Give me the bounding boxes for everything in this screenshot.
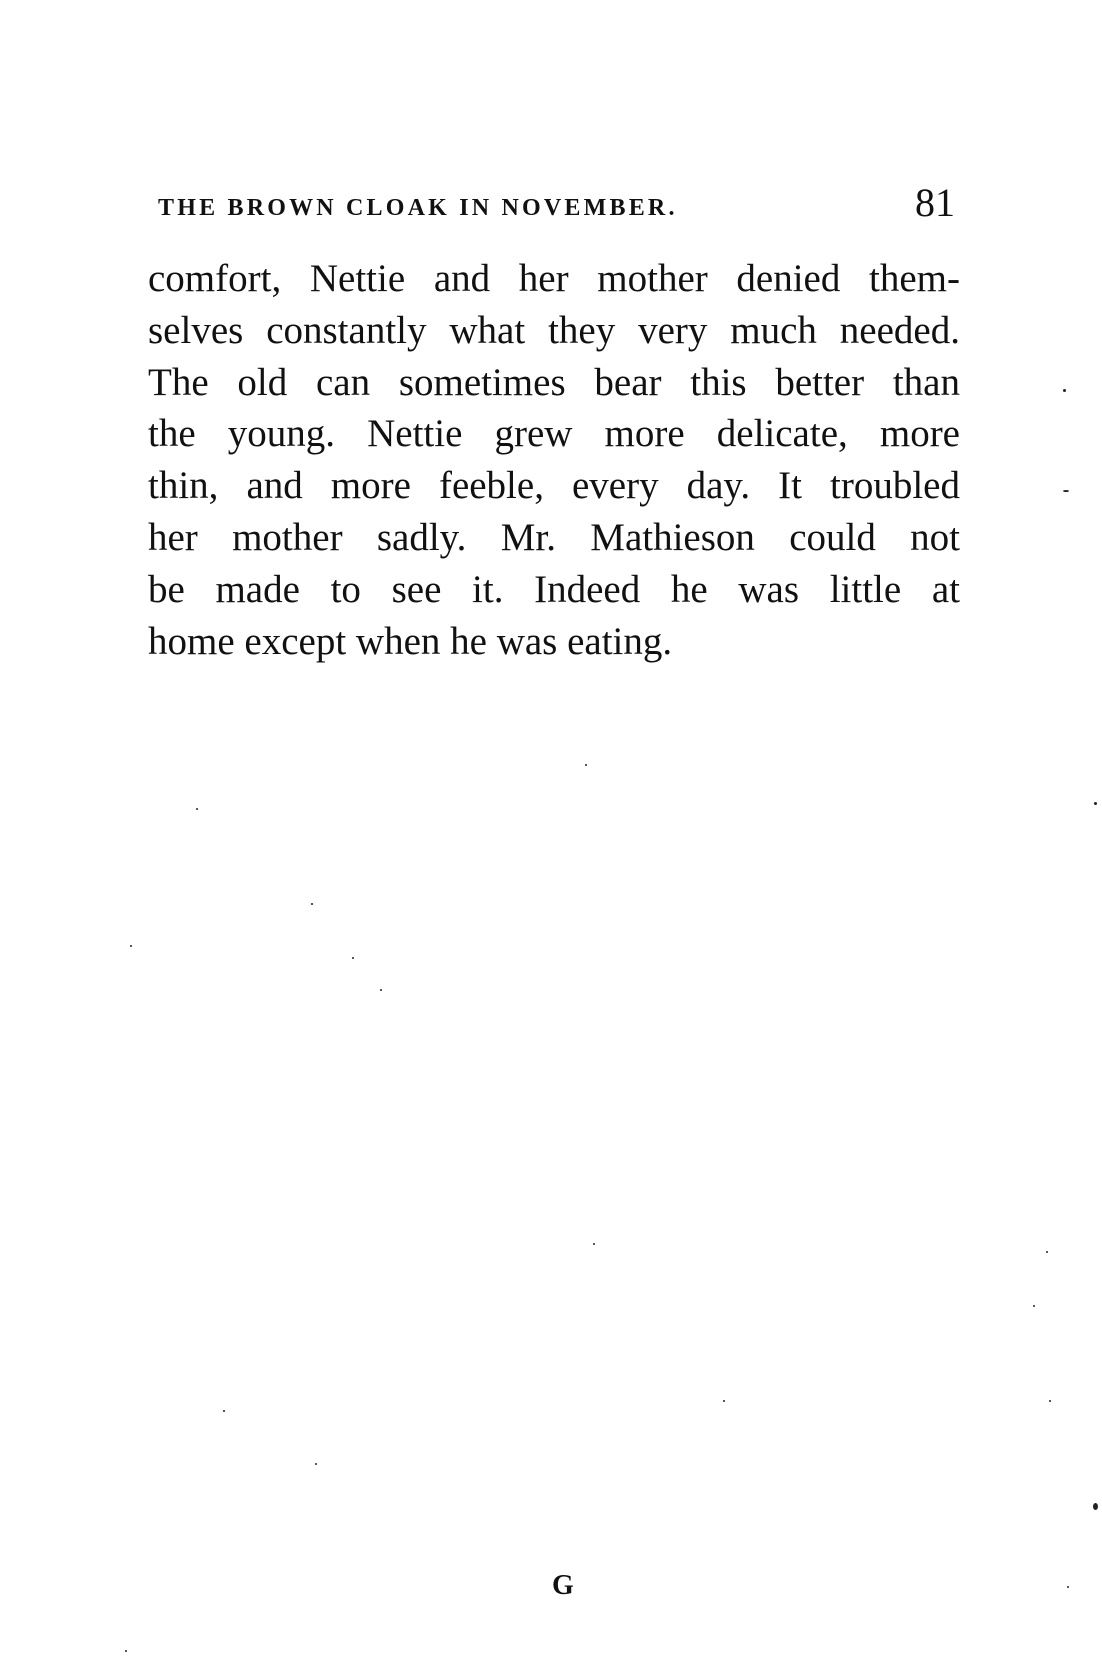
scan-speck: [723, 1400, 725, 1402]
text-line: thin, and more feeble, every day. It troubled: [148, 464, 960, 508]
scan-speck: [1094, 802, 1097, 805]
scan-speck: [1046, 1251, 1048, 1253]
scan-speck: [315, 1463, 317, 1465]
text-line: the young. Nettie grew more delicate, more: [148, 412, 960, 456]
scan-speck: [352, 957, 354, 959]
scan-speck: [223, 1410, 225, 1412]
scan-speck: [1063, 389, 1066, 392]
scan-speck: [1093, 1503, 1098, 1510]
body-paragraph: [148, 253, 960, 667]
scan-speck: [1049, 1400, 1051, 1402]
text-line: selves constantly what they very much needed.: [148, 308, 960, 352]
scan-speck: [1067, 1586, 1069, 1588]
scan-speck: [593, 1243, 595, 1245]
scan-speck: [1033, 1305, 1035, 1307]
text-line: be made to see it. Indeed he was little at: [148, 567, 960, 611]
running-head: [158, 181, 955, 231]
scan-speck: [196, 808, 198, 810]
scan-speck: [585, 764, 587, 766]
text-line: her mother sadly. Mr. Mathieson could not: [148, 515, 960, 559]
scan-speck: [1063, 490, 1069, 492]
page-number: 81: [915, 180, 955, 225]
text-line: The old can sometimes bear this better than: [148, 360, 960, 404]
running-title: THE BROWN CLOAK IN NOVEMBER.: [158, 195, 678, 221]
scan-speck: [380, 989, 382, 991]
text-line: home except when he was eating.: [148, 619, 673, 663]
scan-speck: [311, 903, 313, 905]
scan-speck: [130, 945, 132, 947]
signature-mark: G: [552, 1570, 574, 1601]
text-line: comfort, Nettie and her mother denied them-: [148, 257, 960, 300]
scan-speck: [125, 1650, 127, 1652]
